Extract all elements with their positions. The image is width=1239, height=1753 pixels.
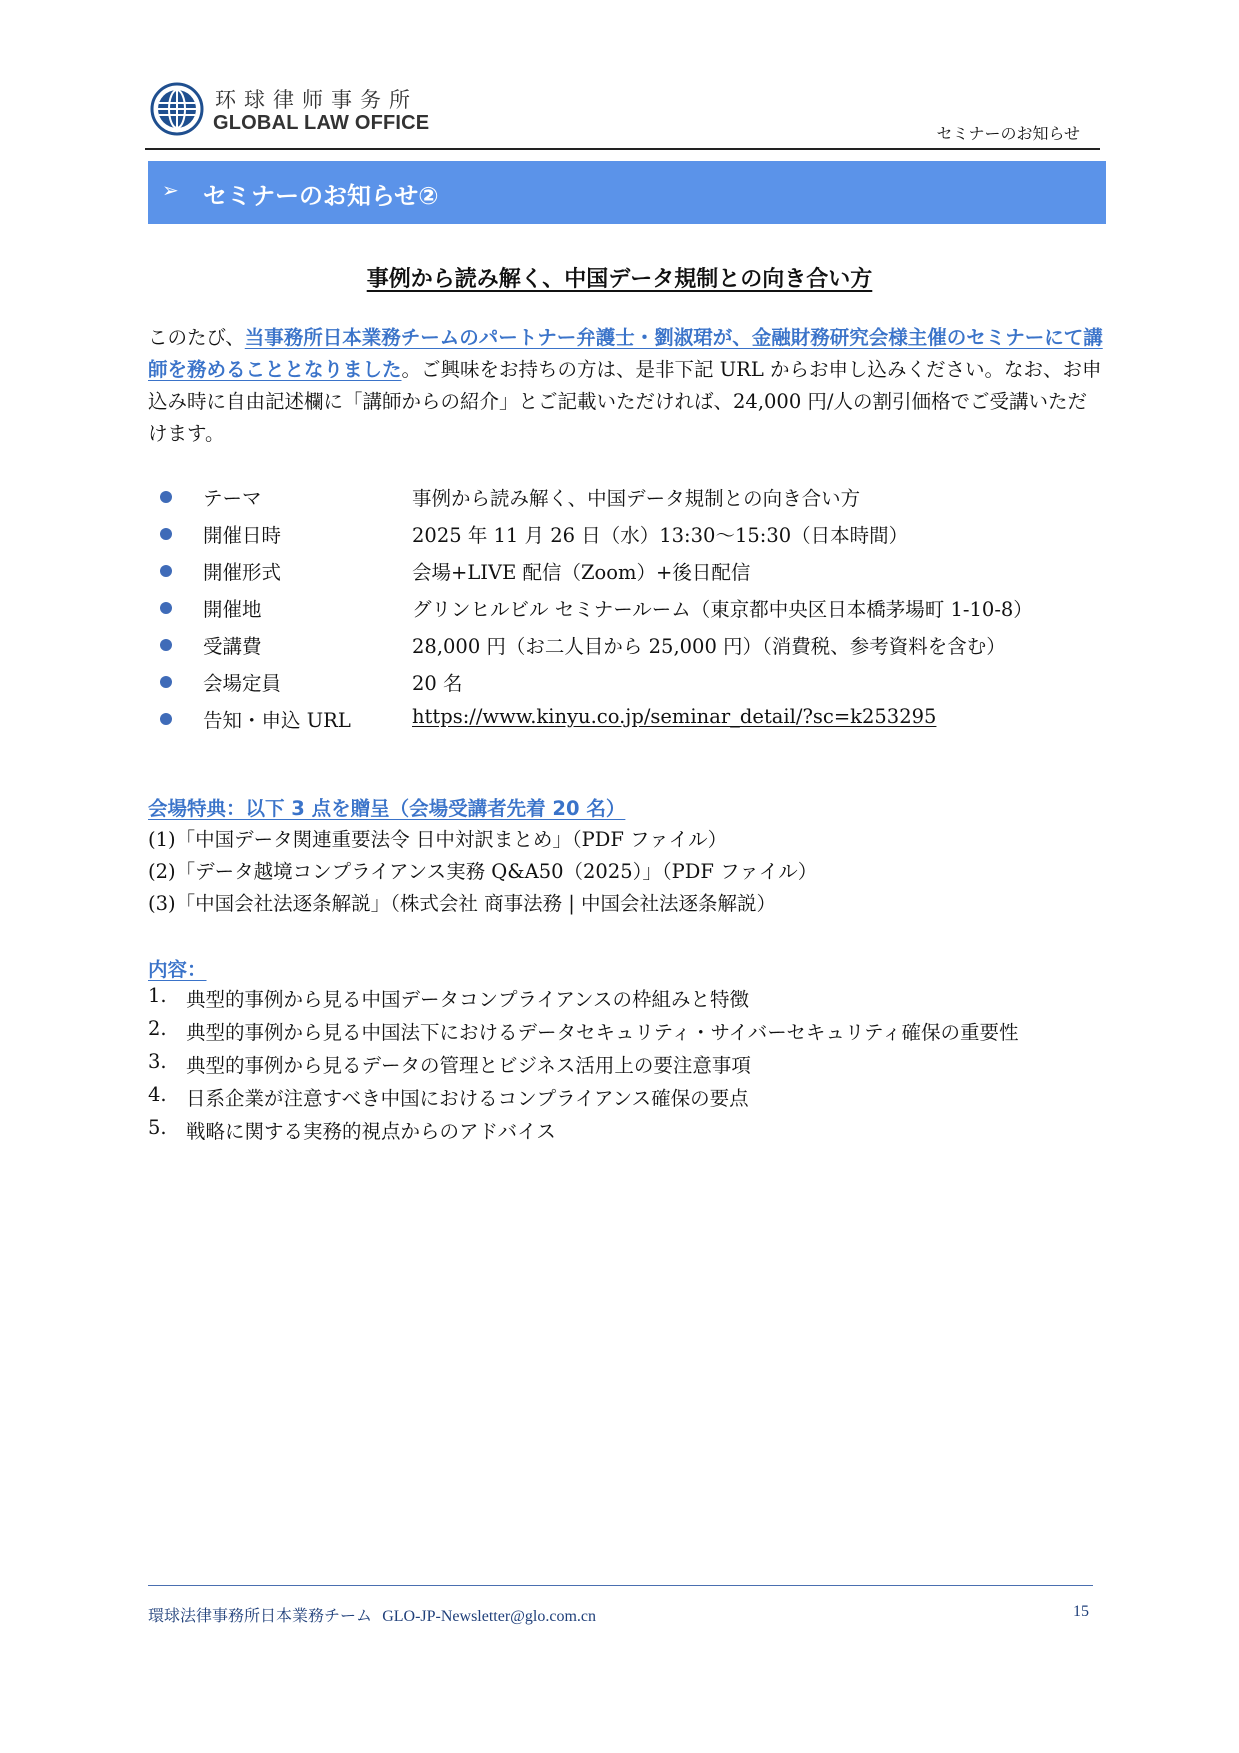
gift-item: (1)「中国データ関連重要法令 日中対訳まとめ」（PDF ファイル）: [148, 828, 728, 851]
globe-logo-icon: [150, 82, 204, 136]
detail-label: 開催日時: [203, 524, 282, 547]
detail-value: 事例から読み解く、中国データ規制との向き合い方: [412, 487, 861, 510]
detail-row: [155, 668, 1095, 705]
bullet-icon: [160, 565, 172, 577]
footer-info: [148, 1603, 596, 1626]
logo-chinese-name: 环球律师事务所: [215, 88, 418, 112]
intro-post: 。ご興味をお持ちの方は、是非下記 URL からお申し込みください。なお、お申込み時に自由記述欄に「講師からの紹介」とご記載いただければ、24,000 円/人の割引価格でご受講いただけます。: [148, 358, 1102, 445]
detail-value: 28,000 円（お二人目から 25,000 円）（消費税、参考資料を含む）: [412, 635, 1006, 658]
bullet-icon: [160, 639, 172, 651]
contents-text: 日系企業が注意すべき中国におけるコンプライアンス確保の要点: [186, 1087, 749, 1110]
contents-number: 2.: [148, 1017, 167, 1040]
detail-value: 会場+LIVE 配信（Zoom）+後日配信: [412, 561, 751, 584]
contents-text: 典型的事例から見る中国法下におけるデータセキュリティ・サイバーセキュリティ確保の重要性: [186, 1021, 1019, 1044]
bullet-icon: [160, 676, 172, 688]
detail-label: 開催形式: [203, 561, 282, 584]
footer-divider: [148, 1585, 1093, 1586]
detail-value: 20 名: [412, 672, 463, 695]
detail-row: [155, 631, 1095, 668]
section-label: セミナーのお知らせ: [936, 124, 1080, 143]
registration-url-link[interactable]: https://www.kinyu.co.jp/seminar_detail/?sc=k253295: [412, 705, 937, 728]
detail-label: 告知・申込 URL: [203, 709, 351, 732]
bullet-icon: [160, 602, 172, 614]
intro-pre: このたび、: [148, 326, 245, 349]
gift-heading: 会場特典：以下 3 点を贈呈（会場受講者先着 20 名）: [148, 797, 626, 820]
gift-item: (2)「データ越境コンプライアンス実務 Q&A50（2025）」（PDF ファイル）: [148, 860, 818, 883]
bullet-icon: [160, 713, 172, 725]
intro-paragraph: [148, 322, 1103, 450]
contents-text: 典型的事例から見るデータの管理とビジネス活用上の要注意事項: [186, 1054, 751, 1077]
contents-number: 5.: [148, 1116, 167, 1139]
detail-row: [155, 705, 1095, 742]
contents-text: 典型的事例から見る中国データコンプライアンスの枠組みと特徴: [186, 988, 749, 1011]
intro-highlight: 当事務所日本業務チームのパートナー弁護士・劉淑珺が、金融財務研究会様主催のセミナーにて講師を務めることとなりました: [148, 326, 1103, 381]
detail-row: [155, 483, 1095, 520]
arrow-bullet-icon: ➢: [162, 178, 179, 202]
contents-number: 3.: [148, 1050, 167, 1073]
contents-heading: 内容：: [148, 958, 207, 981]
logo-english-name: GLOBAL LAW OFFICE: [213, 112, 430, 134]
detail-value: 2025 年 11 月 26 日（水）13:30～15:30（日本時間）: [412, 524, 909, 547]
detail-row: [155, 557, 1095, 594]
page-number: 15: [1073, 1603, 1089, 1620]
detail-label: 開催地: [203, 598, 262, 621]
banner-title: セミナーのお知らせ②: [203, 182, 439, 210]
gift-list: [148, 824, 817, 920]
footer-team: 環球法律事務所日本業務チーム: [148, 1606, 373, 1625]
detail-label: テーマ: [203, 487, 262, 510]
footer-email: GLO-JP-Newsletter@glo.com.cn: [382, 1608, 596, 1625]
contents-text: 戦略に関する実務的視点からのアドバイス: [186, 1120, 556, 1143]
seminar-title: 事例から読み解く、中国データ規制との向き合い方: [366, 267, 873, 292]
detail-label: 受講費: [203, 635, 262, 658]
detail-row: [155, 520, 1095, 557]
gift-item: (3)「中国会社法逐条解説」（株式会社 商事法務 | 中国会社法逐条解説）: [148, 892, 777, 915]
seminar-details: [155, 483, 1095, 742]
section-banner: [148, 161, 1106, 224]
detail-label: 会場定員: [203, 672, 282, 695]
detail-value: グリンヒルビル セミナールーム（東京都中央区日本橋茅場町 1-10-8）: [412, 598, 1033, 621]
page-header: [145, 82, 1100, 150]
contents-number: 4.: [148, 1083, 167, 1106]
bullet-icon: [160, 528, 172, 540]
contents-number: 1.: [148, 984, 167, 1007]
bullet-icon: [160, 491, 172, 503]
detail-row: [155, 594, 1095, 631]
